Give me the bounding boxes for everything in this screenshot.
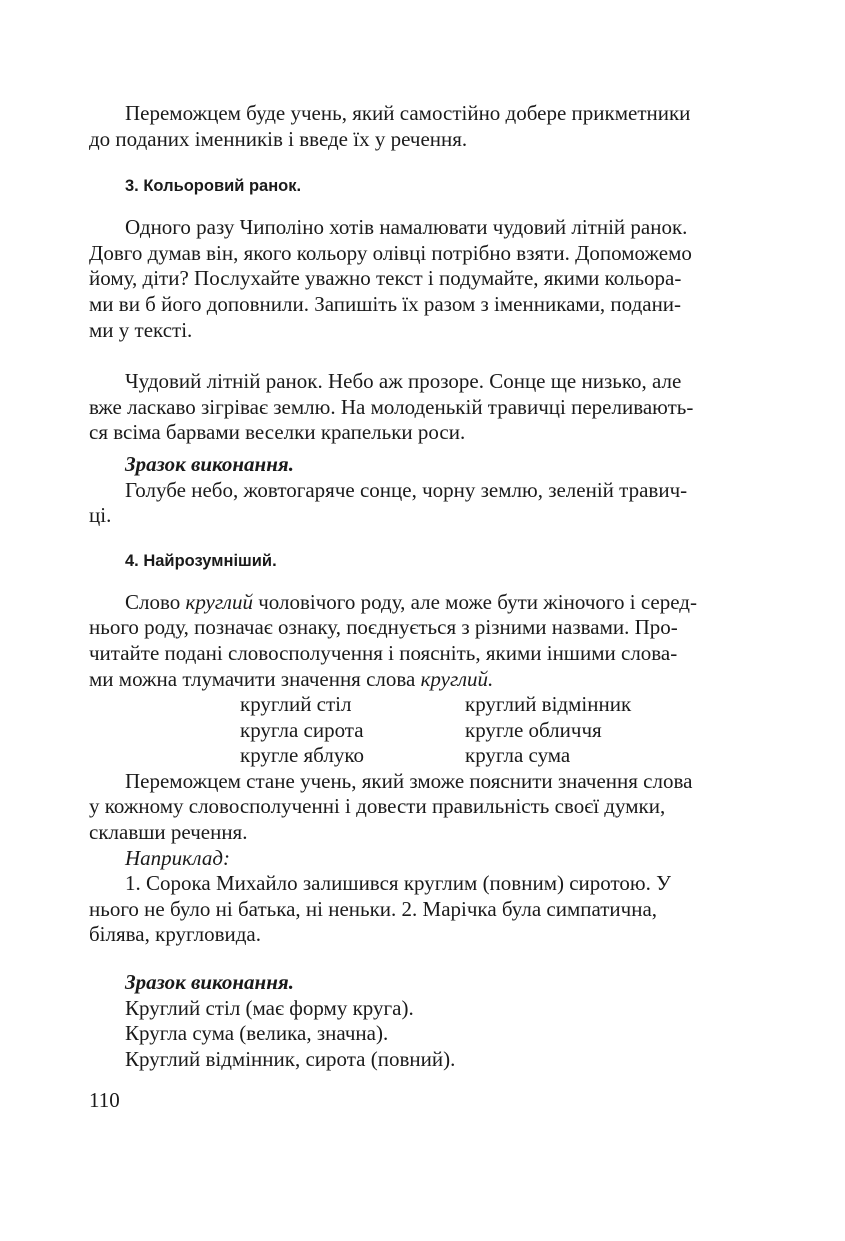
word-pair-row <box>240 743 769 769</box>
word-pair-row <box>240 718 769 744</box>
task-4-winner-paragraph: Переможцем стане учень, який зможе пояснити значення слова у кожному словосполученні і довести правильність своєї думки, склавши речення. <box>89 768 693 845</box>
section-heading-3: 3. Кольоровий ранок. <box>125 177 302 196</box>
answer-line: Круглий стіл (має форму круга). <box>125 995 414 1020</box>
example-label-text: Наприклад: <box>125 845 230 870</box>
answer-line: Кругла сума (велика, значна). <box>125 1021 389 1046</box>
sample-label-2 <box>89 970 769 996</box>
task-4-word: круглий <box>185 589 253 614</box>
task-4-text-b: чоловічого роду, але може бути жіночого і серед- нього роду, позначає ознаку, поєднується з різними назвами. Про- читайте подані словосполучення і поясніть, якими іншими слова- ми можна тлумачити значення слова <box>89 589 697 691</box>
section-heading-4: 4. Найрозумніший. <box>125 551 277 570</box>
example-paragraph: 1. Сорока Михайло залишився круглим (повним) сиротою. У нього не було ні батька, ні неньки. 2. Марічка була симпатична, білява, кругловида. <box>89 871 671 947</box>
page-content <box>89 101 769 1072</box>
word-pair-right: круглий відмінник <box>465 692 632 717</box>
sample-label-2-text: Зразок виконання. <box>125 970 294 995</box>
word-pair-row <box>240 692 769 718</box>
task-4-paragraph <box>89 590 769 692</box>
word-pair-left: круглий стіл <box>240 692 352 717</box>
word-pair-left: кругла сирота <box>240 717 364 742</box>
sample-label-1 <box>89 452 769 478</box>
word-pair-right: кругле обличчя <box>465 717 602 742</box>
sample-answer-1: Голубе небо, жовтогаряче сонце, чорну землю, зеленій травич- ці. <box>89 477 688 528</box>
intro-paragraph: Переможцем буде учень, який самостійно добере прикметники до поданих іменників і введе їх у речення. <box>89 101 691 151</box>
task-3-text: Чудовий літній ранок. Небо аж прозоре. Сонце ще низько, але вже ласкаво зігріває землю. На молоденькій травичці переливають- ся всіма барвами веселки крапельки роси. <box>89 369 694 445</box>
answer-line: Круглий відмінник, сирота (повний). <box>125 1046 456 1071</box>
task-4-text-a: Слово <box>125 589 186 614</box>
word-pair-left: кругле яблуко <box>240 743 364 768</box>
word-pair-right: кругла сума <box>465 743 571 768</box>
word-pairs-list <box>89 692 769 769</box>
task-3-paragraph: Одного разу Чиполіно хотів намалювати чудовий літній ранок. Довго думав він, якого кольору олівці потрібно взяти. Допоможемо йому, діти? Послухайте уважно текст і подумайте, якими кольора- ми ви б його доповнили. Запишіть їх разом з іменниками, подани- ми у тексті. <box>89 215 692 342</box>
task-4-word-2: круглий. <box>420 666 494 691</box>
page-number: 110 <box>89 1088 120 1112</box>
sample-label-1-text: Зразок виконання. <box>125 451 294 476</box>
example-label <box>89 846 769 872</box>
